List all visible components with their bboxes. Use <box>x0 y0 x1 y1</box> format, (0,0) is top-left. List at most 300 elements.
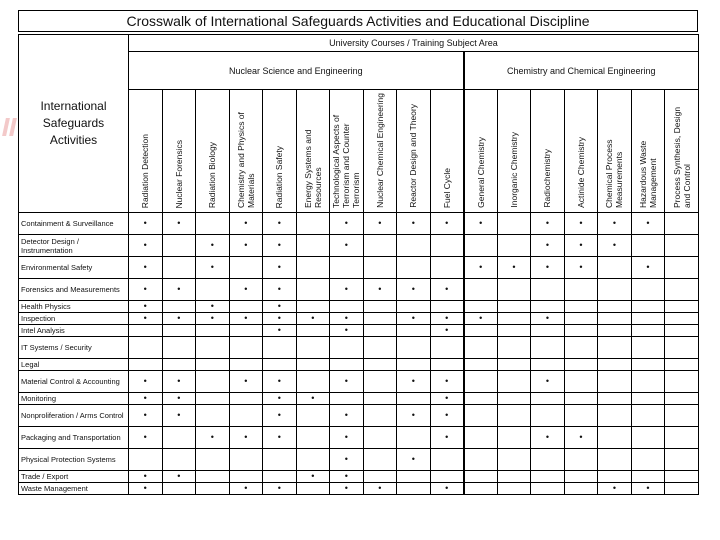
mark-cell: • <box>363 483 397 495</box>
empty-cell <box>196 359 230 371</box>
table-row <box>19 313 699 325</box>
mark-cell: • <box>330 483 364 495</box>
empty-cell <box>296 301 330 313</box>
empty-cell <box>497 393 531 405</box>
empty-cell <box>631 427 665 449</box>
mark-cell: • <box>464 257 498 279</box>
course-header <box>263 90 297 213</box>
empty-cell <box>363 337 397 359</box>
empty-cell <box>598 257 632 279</box>
empty-cell <box>531 359 565 371</box>
empty-cell <box>229 337 263 359</box>
mark-cell: • <box>196 313 230 325</box>
mark-cell: • <box>330 325 364 337</box>
empty-cell <box>296 325 330 337</box>
mark-cell: • <box>430 405 464 427</box>
course-header <box>598 90 632 213</box>
activity-label: Monitoring <box>19 393 129 405</box>
activity-label: Waste Management <box>19 483 129 495</box>
mark-cell: • <box>162 371 196 393</box>
activity-label: Packaging and Transportation <box>19 427 129 449</box>
empty-cell <box>631 405 665 427</box>
course-header <box>196 90 230 213</box>
mark-cell: • <box>598 213 632 235</box>
empty-cell <box>464 337 498 359</box>
empty-cell <box>564 337 598 359</box>
empty-cell <box>229 325 263 337</box>
mark-cell: • <box>564 235 598 257</box>
empty-cell <box>665 257 699 279</box>
empty-cell <box>129 359 163 371</box>
mark-cell: • <box>430 313 464 325</box>
mark-cell: • <box>397 279 431 301</box>
empty-cell <box>665 313 699 325</box>
empty-cell <box>598 313 632 325</box>
empty-cell <box>531 393 565 405</box>
empty-cell <box>598 301 632 313</box>
course-label: Chemistry and Physics of Materials <box>235 112 256 208</box>
activities-header: International Safeguards Activities <box>19 35 129 213</box>
mark-cell: • <box>263 313 297 325</box>
course-label: Fuel Cycle <box>441 167 452 208</box>
empty-cell <box>430 359 464 371</box>
empty-cell <box>665 325 699 337</box>
empty-cell <box>497 213 531 235</box>
empty-cell <box>464 427 498 449</box>
empty-cell <box>598 337 632 359</box>
course-header <box>531 90 565 213</box>
empty-cell <box>665 393 699 405</box>
empty-cell <box>598 471 632 483</box>
mark-cell: • <box>330 405 364 427</box>
empty-cell <box>464 471 498 483</box>
empty-cell <box>430 449 464 471</box>
empty-cell <box>564 301 598 313</box>
mark-cell: • <box>397 213 431 235</box>
empty-cell <box>363 405 397 427</box>
mark-cell: • <box>564 213 598 235</box>
mark-cell: • <box>263 301 297 313</box>
mark-cell: • <box>631 213 665 235</box>
course-label: Radiochemistry <box>542 149 553 208</box>
empty-cell <box>196 337 230 359</box>
mark-cell: • <box>162 313 196 325</box>
mark-cell: • <box>397 371 431 393</box>
mark-cell: • <box>229 213 263 235</box>
mark-cell: • <box>564 257 598 279</box>
empty-cell <box>196 405 230 427</box>
empty-cell <box>397 337 431 359</box>
empty-cell <box>162 257 196 279</box>
empty-cell <box>296 427 330 449</box>
empty-cell <box>464 359 498 371</box>
course-header <box>464 90 498 213</box>
mark-cell: • <box>263 483 297 495</box>
mark-cell: • <box>631 483 665 495</box>
mark-cell: • <box>430 427 464 449</box>
course-header <box>665 90 699 213</box>
mark-cell: • <box>196 427 230 449</box>
mark-cell: • <box>129 235 163 257</box>
mark-cell: • <box>631 257 665 279</box>
mark-cell: • <box>162 405 196 427</box>
mark-cell: • <box>330 471 364 483</box>
empty-cell <box>296 449 330 471</box>
empty-cell <box>598 279 632 301</box>
course-label: Reactor Design and Theory <box>408 104 419 208</box>
mark-cell: • <box>430 325 464 337</box>
empty-cell <box>631 279 665 301</box>
mark-cell: • <box>430 483 464 495</box>
empty-cell <box>229 471 263 483</box>
empty-cell <box>598 405 632 427</box>
mark-cell: • <box>263 325 297 337</box>
mark-cell: • <box>129 483 163 495</box>
empty-cell <box>397 471 431 483</box>
empty-cell <box>665 359 699 371</box>
empty-cell <box>296 337 330 359</box>
mark-cell: • <box>196 301 230 313</box>
empty-cell <box>564 471 598 483</box>
empty-cell <box>229 449 263 471</box>
subject-area-header: University Courses / Training Subject Area <box>129 35 699 52</box>
course-label: Radiation Safety <box>274 145 285 208</box>
empty-cell <box>464 235 498 257</box>
mark-cell: • <box>196 257 230 279</box>
empty-cell <box>665 405 699 427</box>
mark-cell: • <box>330 235 364 257</box>
empty-cell <box>598 359 632 371</box>
empty-cell <box>296 371 330 393</box>
empty-cell <box>430 235 464 257</box>
empty-cell <box>330 393 364 405</box>
course-header <box>631 90 665 213</box>
mark-cell: • <box>296 313 330 325</box>
empty-cell <box>665 301 699 313</box>
empty-cell <box>598 449 632 471</box>
empty-cell <box>631 325 665 337</box>
table-row <box>19 405 699 427</box>
empty-cell <box>564 393 598 405</box>
mark-cell: • <box>531 313 565 325</box>
empty-cell <box>196 325 230 337</box>
mark-cell: • <box>531 235 565 257</box>
empty-cell <box>631 359 665 371</box>
course-header <box>397 90 431 213</box>
table-row <box>19 325 699 337</box>
mark-cell: • <box>430 279 464 301</box>
empty-cell <box>631 371 665 393</box>
activity-label: Nonproliferation / Arms Control <box>19 405 129 427</box>
empty-cell <box>330 359 364 371</box>
course-label: Process Synthesis, Design and Control <box>671 106 692 208</box>
empty-cell <box>531 483 565 495</box>
mark-cell: • <box>363 279 397 301</box>
mark-cell: • <box>196 235 230 257</box>
mark-cell: • <box>330 427 364 449</box>
empty-cell <box>397 483 431 495</box>
empty-cell <box>564 325 598 337</box>
mark-cell: • <box>296 471 330 483</box>
activity-label: Trade / Export <box>19 471 129 483</box>
mark-cell: • <box>263 427 297 449</box>
mark-cell: • <box>330 279 364 301</box>
mark-cell: • <box>263 393 297 405</box>
mark-cell: • <box>263 279 297 301</box>
course-header <box>296 90 330 213</box>
empty-cell <box>564 371 598 393</box>
empty-cell <box>464 393 498 405</box>
empty-cell <box>531 337 565 359</box>
course-header <box>162 90 196 213</box>
mark-cell: • <box>464 213 498 235</box>
mark-cell: • <box>430 213 464 235</box>
table-row <box>19 393 699 405</box>
empty-cell <box>363 393 397 405</box>
empty-cell <box>129 337 163 359</box>
mark-cell: • <box>229 483 263 495</box>
empty-cell <box>430 301 464 313</box>
empty-cell <box>497 483 531 495</box>
mark-cell: • <box>531 257 565 279</box>
course-header <box>564 90 598 213</box>
mark-cell: • <box>129 471 163 483</box>
mark-cell: • <box>129 301 163 313</box>
table-row <box>19 371 699 393</box>
course-label: Actinide Chemistry <box>575 137 586 208</box>
empty-cell <box>363 301 397 313</box>
mark-cell: • <box>296 393 330 405</box>
empty-cell <box>531 471 565 483</box>
mark-cell: • <box>598 235 632 257</box>
mark-cell: • <box>564 427 598 449</box>
table-row <box>19 279 699 301</box>
document-title: Crosswalk of International Safeguards Activities and Educational Discipline <box>18 10 698 32</box>
empty-cell <box>665 213 699 235</box>
activity-label: Inspection <box>19 313 129 325</box>
empty-cell <box>363 235 397 257</box>
empty-cell <box>564 483 598 495</box>
mark-cell: • <box>229 279 263 301</box>
empty-cell <box>598 393 632 405</box>
empty-cell <box>430 257 464 279</box>
empty-cell <box>229 359 263 371</box>
mark-cell: • <box>531 427 565 449</box>
mark-cell: • <box>129 371 163 393</box>
empty-cell <box>665 449 699 471</box>
empty-cell <box>631 235 665 257</box>
course-label: Technological Aspects of Terrorism and Counter Terrorism <box>331 114 362 208</box>
mark-cell: • <box>129 393 163 405</box>
empty-cell <box>464 371 498 393</box>
empty-cell <box>497 449 531 471</box>
empty-cell <box>665 371 699 393</box>
empty-cell <box>129 449 163 471</box>
mark-cell: • <box>263 371 297 393</box>
activity-label: Intel Analysis <box>19 325 129 337</box>
mark-cell: • <box>129 405 163 427</box>
mark-cell: • <box>531 213 565 235</box>
empty-cell <box>196 471 230 483</box>
empty-cell <box>464 483 498 495</box>
mark-cell: • <box>531 371 565 393</box>
course-label: Energy Systems and Resources <box>302 129 323 208</box>
mark-cell: • <box>330 313 364 325</box>
empty-cell <box>631 301 665 313</box>
mark-cell: • <box>263 213 297 235</box>
mark-cell: • <box>363 213 397 235</box>
empty-cell <box>464 325 498 337</box>
table-row <box>19 213 699 235</box>
empty-cell <box>497 405 531 427</box>
course-header <box>229 90 263 213</box>
empty-cell <box>665 279 699 301</box>
mark-cell: • <box>330 449 364 471</box>
empty-cell <box>363 471 397 483</box>
mark-cell: • <box>330 213 364 235</box>
empty-cell <box>162 337 196 359</box>
mark-cell: • <box>129 213 163 235</box>
course-header <box>497 90 531 213</box>
mark-cell: • <box>598 483 632 495</box>
mark-cell: • <box>397 449 431 471</box>
empty-cell <box>598 371 632 393</box>
empty-cell <box>531 325 565 337</box>
empty-cell <box>296 213 330 235</box>
empty-cell <box>665 337 699 359</box>
empty-cell <box>296 235 330 257</box>
empty-cell <box>564 405 598 427</box>
course-label: Hazardous Waste Management <box>637 140 658 208</box>
empty-cell <box>430 471 464 483</box>
activity-label: IT Systems / Security <box>19 337 129 359</box>
empty-cell <box>497 313 531 325</box>
mark-cell: • <box>162 471 196 483</box>
empty-cell <box>531 301 565 313</box>
empty-cell <box>162 301 196 313</box>
table-row <box>19 483 699 495</box>
empty-cell <box>363 325 397 337</box>
empty-cell <box>430 337 464 359</box>
mark-cell: • <box>263 235 297 257</box>
empty-cell <box>665 471 699 483</box>
empty-cell <box>162 235 196 257</box>
empty-cell <box>598 325 632 337</box>
empty-cell <box>296 483 330 495</box>
empty-cell <box>196 279 230 301</box>
mark-cell: • <box>162 213 196 235</box>
empty-cell <box>363 427 397 449</box>
empty-cell <box>531 449 565 471</box>
empty-cell <box>631 313 665 325</box>
table-row <box>19 301 699 313</box>
empty-cell <box>330 301 364 313</box>
empty-cell <box>497 471 531 483</box>
empty-cell <box>263 471 297 483</box>
empty-cell <box>531 405 565 427</box>
empty-cell <box>296 405 330 427</box>
empty-cell <box>196 213 230 235</box>
empty-cell <box>196 483 230 495</box>
empty-cell <box>598 427 632 449</box>
empty-cell <box>497 359 531 371</box>
activity-label: Legal <box>19 359 129 371</box>
table-row <box>19 359 699 371</box>
empty-cell <box>229 301 263 313</box>
empty-cell <box>397 235 431 257</box>
empty-cell <box>263 359 297 371</box>
empty-cell <box>564 313 598 325</box>
empty-cell <box>296 257 330 279</box>
empty-cell <box>631 337 665 359</box>
table-row <box>19 257 699 279</box>
course-label: Nuclear Forensics <box>173 139 184 208</box>
course-header <box>430 90 464 213</box>
course-header <box>129 90 163 213</box>
mark-cell: • <box>263 257 297 279</box>
mark-cell: • <box>229 427 263 449</box>
mark-cell: • <box>229 235 263 257</box>
mark-cell: • <box>430 393 464 405</box>
mark-cell: • <box>497 257 531 279</box>
empty-cell <box>464 405 498 427</box>
empty-cell <box>397 325 431 337</box>
course-label: General Chemistry <box>475 137 486 208</box>
course-label: Radiation Detection <box>140 133 151 208</box>
table-row <box>19 449 699 471</box>
empty-cell <box>229 393 263 405</box>
empty-cell <box>497 371 531 393</box>
empty-cell <box>330 257 364 279</box>
empty-cell <box>497 427 531 449</box>
table-row <box>19 235 699 257</box>
course-label: Inorganic Chemistry <box>508 132 519 208</box>
mark-cell: • <box>397 313 431 325</box>
empty-cell <box>631 393 665 405</box>
empty-cell <box>162 427 196 449</box>
empty-cell <box>497 337 531 359</box>
empty-cell <box>196 371 230 393</box>
crosswalk-table <box>18 34 699 495</box>
activity-label: Containment & Surveillance <box>19 213 129 235</box>
course-label: Nuclear Chemical Engineering <box>374 93 385 208</box>
empty-cell <box>397 393 431 405</box>
activity-label: Environmental Safety <box>19 257 129 279</box>
table-row <box>19 427 699 449</box>
empty-cell <box>196 449 230 471</box>
empty-cell <box>464 449 498 471</box>
empty-cell <box>397 301 431 313</box>
empty-cell <box>263 337 297 359</box>
empty-cell <box>497 279 531 301</box>
mark-cell: • <box>129 427 163 449</box>
empty-cell <box>564 279 598 301</box>
mark-cell: • <box>129 279 163 301</box>
table-row <box>19 337 699 359</box>
empty-cell <box>330 337 364 359</box>
empty-cell <box>296 279 330 301</box>
empty-cell <box>464 279 498 301</box>
activity-rows <box>19 213 699 495</box>
empty-cell <box>665 427 699 449</box>
empty-cell <box>497 325 531 337</box>
course-header <box>330 90 364 213</box>
course-header <box>363 90 397 213</box>
empty-cell <box>397 427 431 449</box>
empty-cell <box>229 405 263 427</box>
mark-cell: • <box>162 393 196 405</box>
empty-cell <box>363 257 397 279</box>
